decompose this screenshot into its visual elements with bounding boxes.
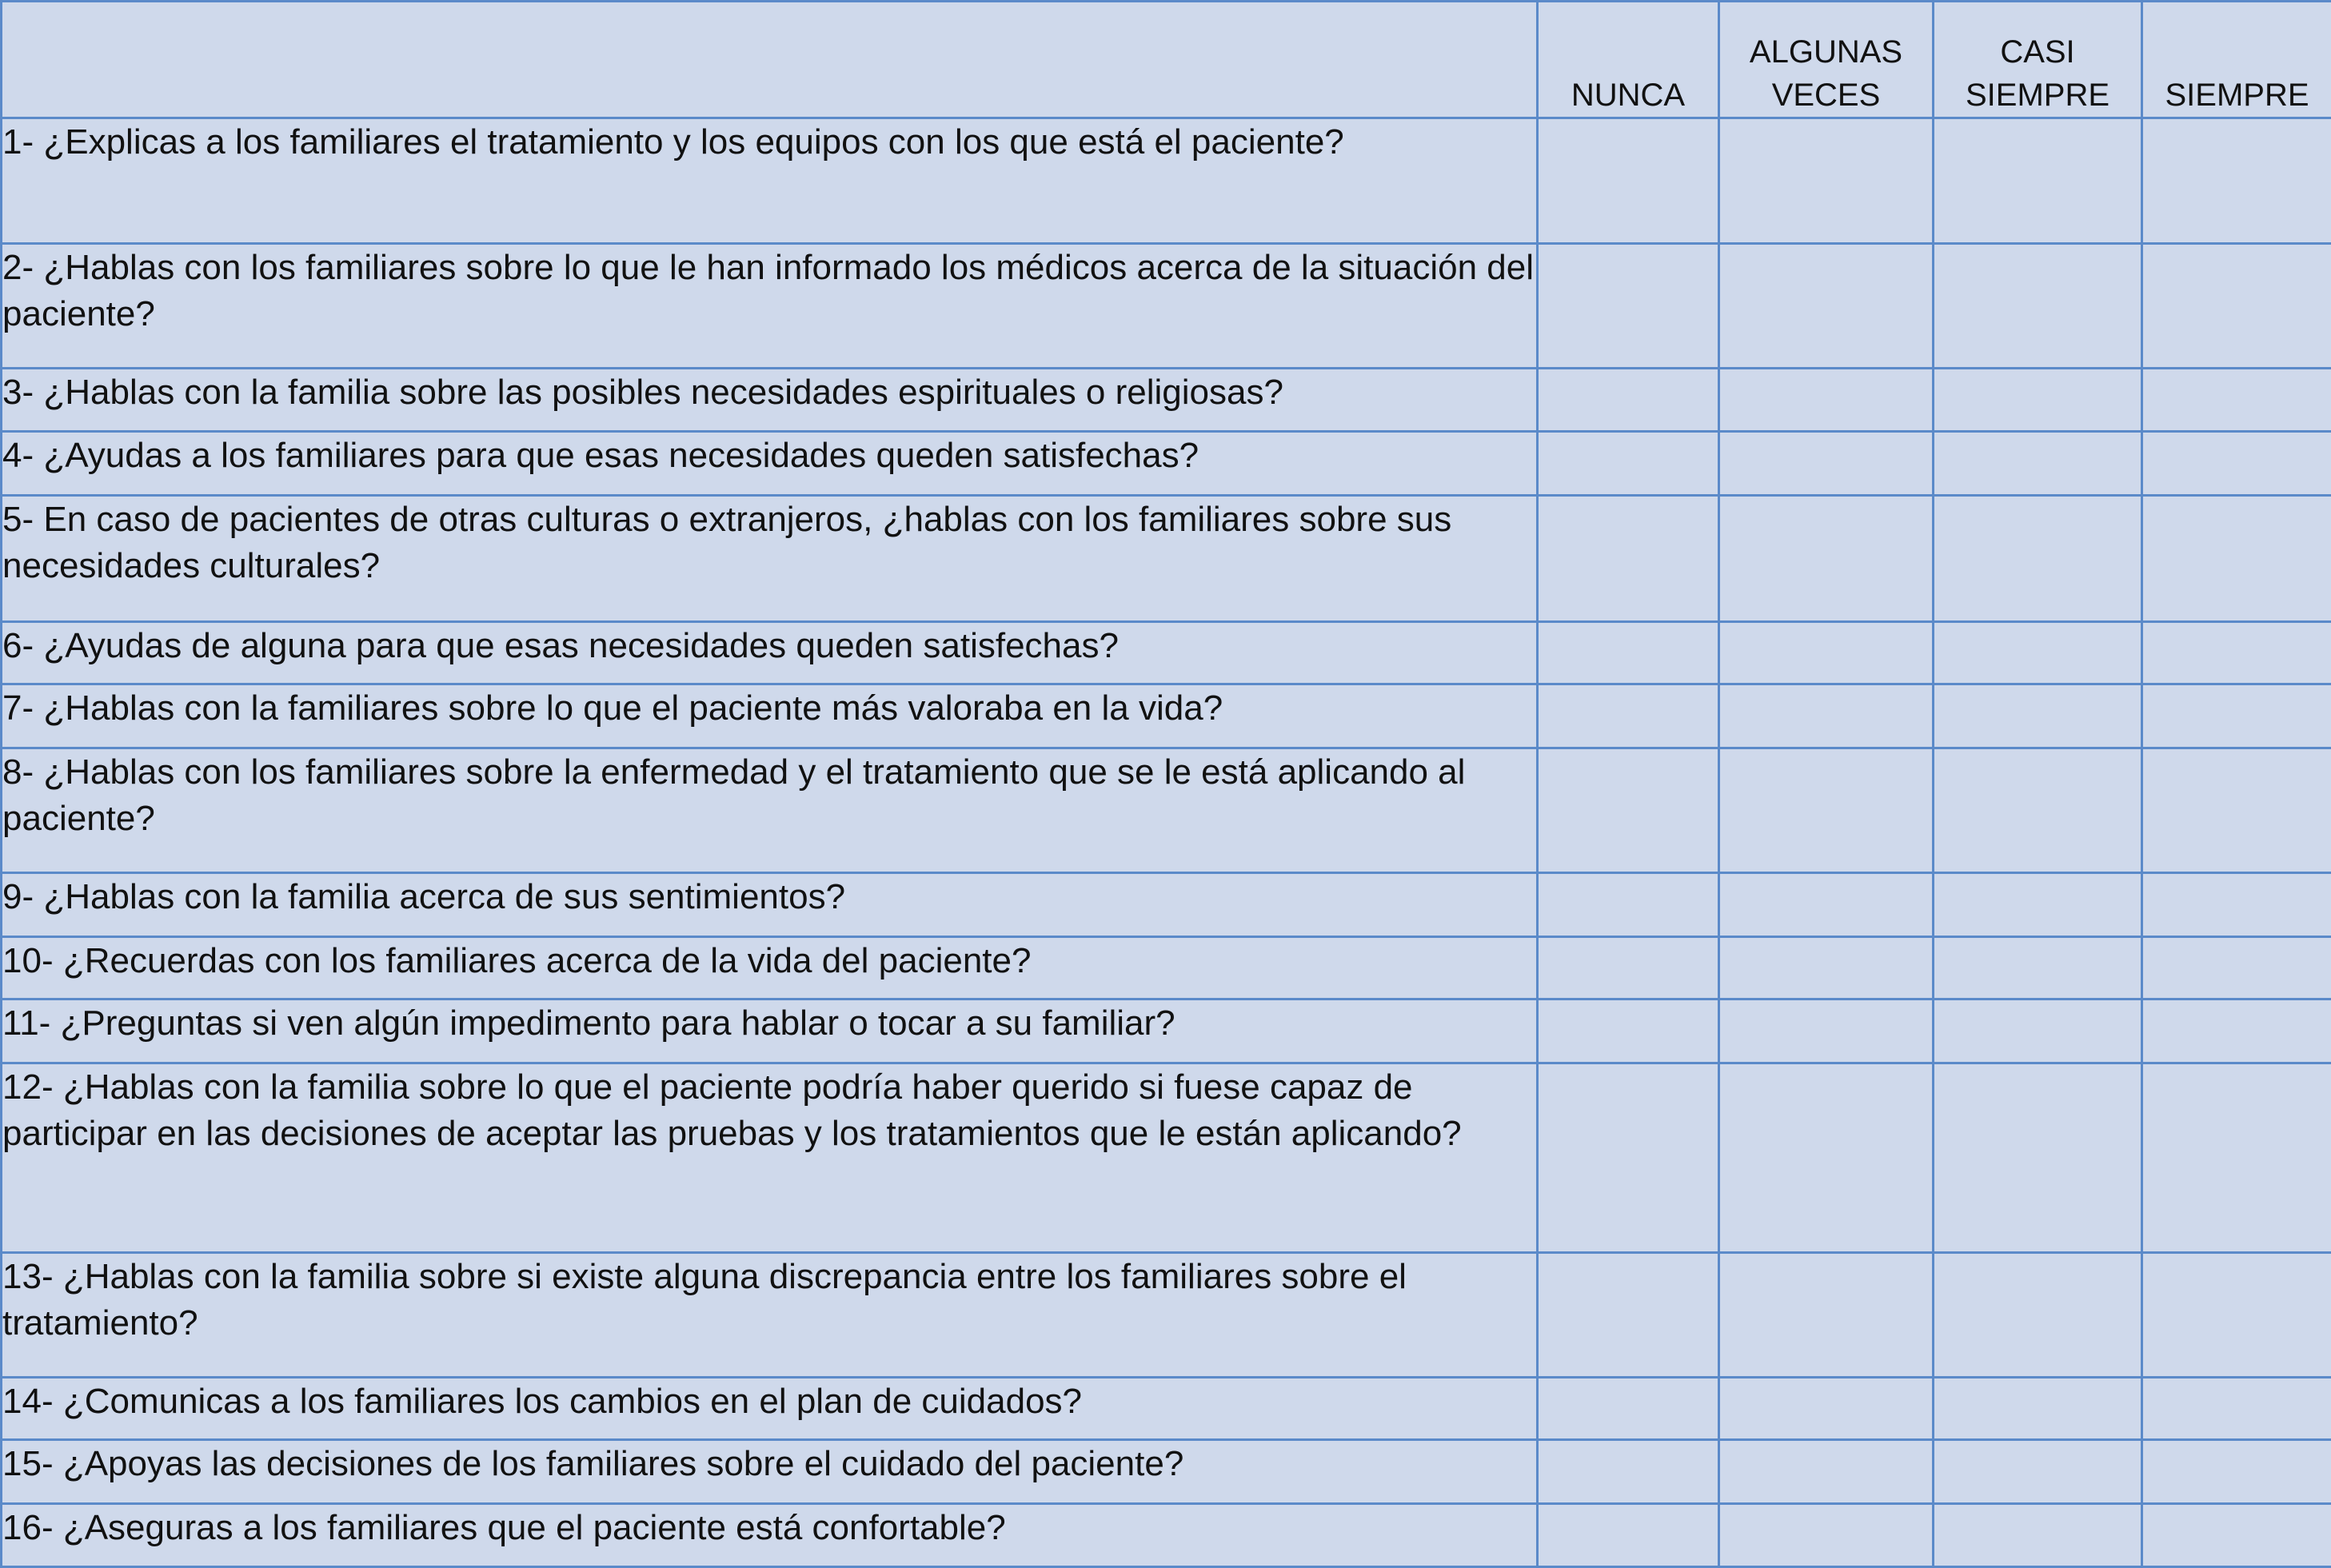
question-15: 15- ¿Apoyas las decisiones de los familiares sobre el cuidado del paciente?	[2, 1440, 1538, 1504]
answer-cell-nunca[interactable]	[1538, 118, 1719, 244]
answer-cell-nunca[interactable]	[1538, 1504, 1719, 1567]
answer-cell-casi-siempre[interactable]	[1934, 937, 2142, 999]
answer-cell-siempre[interactable]	[2142, 1253, 2331, 1378]
answer-cell-nunca[interactable]	[1538, 496, 1719, 622]
question-16: 16- ¿Aseguras a los familiares que el paciente está confortable?	[2, 1504, 1538, 1567]
answer-cell-nunca[interactable]	[1538, 999, 1719, 1063]
answer-cell-algunas-veces[interactable]	[1719, 432, 1934, 496]
table-row	[2, 496, 2331, 622]
answer-cell-casi-siempre[interactable]	[1934, 622, 2142, 684]
answer-cell-algunas-veces[interactable]	[1719, 496, 1934, 622]
answer-cell-nunca[interactable]	[1538, 432, 1719, 496]
answer-cell-casi-siempre[interactable]	[1934, 748, 2142, 873]
table-row	[2, 748, 2331, 873]
answer-cell-casi-siempre[interactable]	[1934, 369, 2142, 432]
table-row	[2, 999, 2331, 1063]
header-row	[2, 2, 2331, 118]
answer-cell-algunas-veces[interactable]	[1719, 1253, 1934, 1378]
question-13: 13- ¿Hablas con la familia sobre si existe alguna discrepancia entre los familiares sobre el tratamiento?	[2, 1253, 1538, 1378]
question-column-header	[2, 2, 1538, 118]
answer-cell-nunca[interactable]	[1538, 873, 1719, 937]
answer-cell-casi-siempre[interactable]	[1934, 432, 2142, 496]
answer-cell-casi-siempre[interactable]	[1934, 1440, 2142, 1504]
answer-cell-algunas-veces[interactable]	[1719, 244, 1934, 369]
table-row	[2, 1504, 2331, 1567]
question-9: 9- ¿Hablas con la familia acerca de sus sentimientos?	[2, 873, 1538, 937]
answer-cell-casi-siempre[interactable]	[1934, 873, 2142, 937]
answer-cell-nunca[interactable]	[1538, 1253, 1719, 1378]
answer-cell-casi-siempre[interactable]	[1934, 1504, 2142, 1567]
answer-cell-algunas-veces[interactable]	[1719, 1378, 1934, 1440]
answer-cell-algunas-veces[interactable]	[1719, 1440, 1934, 1504]
answer-cell-siempre[interactable]	[2142, 622, 2331, 684]
table-row	[2, 1440, 2331, 1504]
answer-cell-siempre[interactable]	[2142, 432, 2331, 496]
answer-cell-algunas-veces[interactable]	[1719, 622, 1934, 684]
table-row	[2, 1378, 2331, 1440]
answer-cell-siempre[interactable]	[2142, 937, 2331, 999]
table-row	[2, 118, 2331, 244]
question-4: 4- ¿Ayudas a los familiares para que esas necesidades queden satisfechas?	[2, 432, 1538, 496]
question-14: 14- ¿Comunicas a los familiares los cambios en el plan de cuidados?	[2, 1378, 1538, 1440]
answer-cell-casi-siempre[interactable]	[1934, 244, 2142, 369]
answer-cell-casi-siempre[interactable]	[1934, 1253, 2142, 1378]
column-header-nunca: NUNCA	[1538, 2, 1719, 118]
table-row	[2, 432, 2331, 496]
question-11: 11- ¿Preguntas si ven algún impedimento para hablar o tocar a su familiar?	[2, 999, 1538, 1063]
answer-cell-algunas-veces[interactable]	[1719, 1504, 1934, 1567]
answer-cell-casi-siempre[interactable]	[1934, 684, 2142, 748]
answer-cell-algunas-veces[interactable]	[1719, 1063, 1934, 1253]
question-1: 1- ¿Explicas a los familiares el tratamiento y los equipos con los que está el paciente?	[2, 118, 1538, 244]
answer-cell-casi-siempre[interactable]	[1934, 1063, 2142, 1253]
answer-cell-casi-siempre[interactable]	[1934, 1378, 2142, 1440]
table-row	[2, 1253, 2331, 1378]
answer-cell-casi-siempre[interactable]	[1934, 496, 2142, 622]
answer-cell-siempre[interactable]	[2142, 999, 2331, 1063]
question-5: 5- En caso de pacientes de otras culturas o extranjeros, ¿hablas con los familiares sobre sus necesidades culturales?	[2, 496, 1538, 622]
answer-cell-nunca[interactable]	[1538, 1440, 1719, 1504]
question-2: 2- ¿Hablas con los familiares sobre lo que le han informado los médicos acerca de la situación del paciente?	[2, 244, 1538, 369]
table-row	[2, 937, 2331, 999]
question-3: 3- ¿Hablas con la familia sobre las posibles necesidades espirituales o religiosas?	[2, 369, 1538, 432]
table-row	[2, 1063, 2331, 1253]
answer-cell-nunca[interactable]	[1538, 1063, 1719, 1253]
answer-cell-siempre[interactable]	[2142, 1378, 2331, 1440]
answer-cell-siempre[interactable]	[2142, 1440, 2331, 1504]
question-8: 8- ¿Hablas con los familiares sobre la enfermedad y el tratamiento que se le está aplicando al paciente?	[2, 748, 1538, 873]
answer-cell-siempre[interactable]	[2142, 118, 2331, 244]
answer-cell-nunca[interactable]	[1538, 244, 1719, 369]
answer-cell-algunas-veces[interactable]	[1719, 873, 1934, 937]
column-header-casi-siempre: CASI SIEMPRE	[1934, 2, 2142, 118]
answer-cell-siempre[interactable]	[2142, 496, 2331, 622]
answer-cell-algunas-veces[interactable]	[1719, 937, 1934, 999]
answer-cell-siempre[interactable]	[2142, 369, 2331, 432]
answer-cell-nunca[interactable]	[1538, 622, 1719, 684]
answer-cell-algunas-veces[interactable]	[1719, 999, 1934, 1063]
column-header-algunas-veces: ALGUNAS VECES	[1719, 2, 1934, 118]
answer-cell-siempre[interactable]	[2142, 1504, 2331, 1567]
answer-cell-nunca[interactable]	[1538, 1378, 1719, 1440]
column-header-siempre: SIEMPRE	[2142, 2, 2331, 118]
answer-cell-siempre[interactable]	[2142, 684, 2331, 748]
answer-cell-nunca[interactable]	[1538, 748, 1719, 873]
answer-cell-casi-siempre[interactable]	[1934, 118, 2142, 244]
answer-cell-siempre[interactable]	[2142, 748, 2331, 873]
answer-cell-nunca[interactable]	[1538, 937, 1719, 999]
question-6: 6- ¿Ayudas de alguna para que esas necesidades queden satisfechas?	[2, 622, 1538, 684]
answer-cell-nunca[interactable]	[1538, 684, 1719, 748]
question-12: 12- ¿Hablas con la familia sobre lo que el paciente podría haber querido si fuese capaz de participar en las decisiones de aceptar las pruebas y los tratamientos que le están aplicando?	[2, 1063, 1538, 1253]
answer-cell-algunas-veces[interactable]	[1719, 118, 1934, 244]
answer-cell-siempre[interactable]	[2142, 244, 2331, 369]
table-row	[2, 369, 2331, 432]
answer-cell-nunca[interactable]	[1538, 369, 1719, 432]
table-row	[2, 622, 2331, 684]
answer-cell-algunas-veces[interactable]	[1719, 369, 1934, 432]
table-row	[2, 244, 2331, 369]
answer-cell-casi-siempre[interactable]	[1934, 999, 2142, 1063]
table-row	[2, 684, 2331, 748]
answer-cell-algunas-veces[interactable]	[1719, 748, 1934, 873]
answer-cell-siempre[interactable]	[2142, 1063, 2331, 1253]
table-row	[2, 873, 2331, 937]
question-10: 10- ¿Recuerdas con los familiares acerca de la vida del paciente?	[2, 937, 1538, 999]
question-7: 7- ¿Hablas con la familiares sobre lo que el paciente más valoraba en la vida?	[2, 684, 1538, 748]
answer-cell-algunas-veces[interactable]	[1719, 684, 1934, 748]
answer-cell-siempre[interactable]	[2142, 873, 2331, 937]
